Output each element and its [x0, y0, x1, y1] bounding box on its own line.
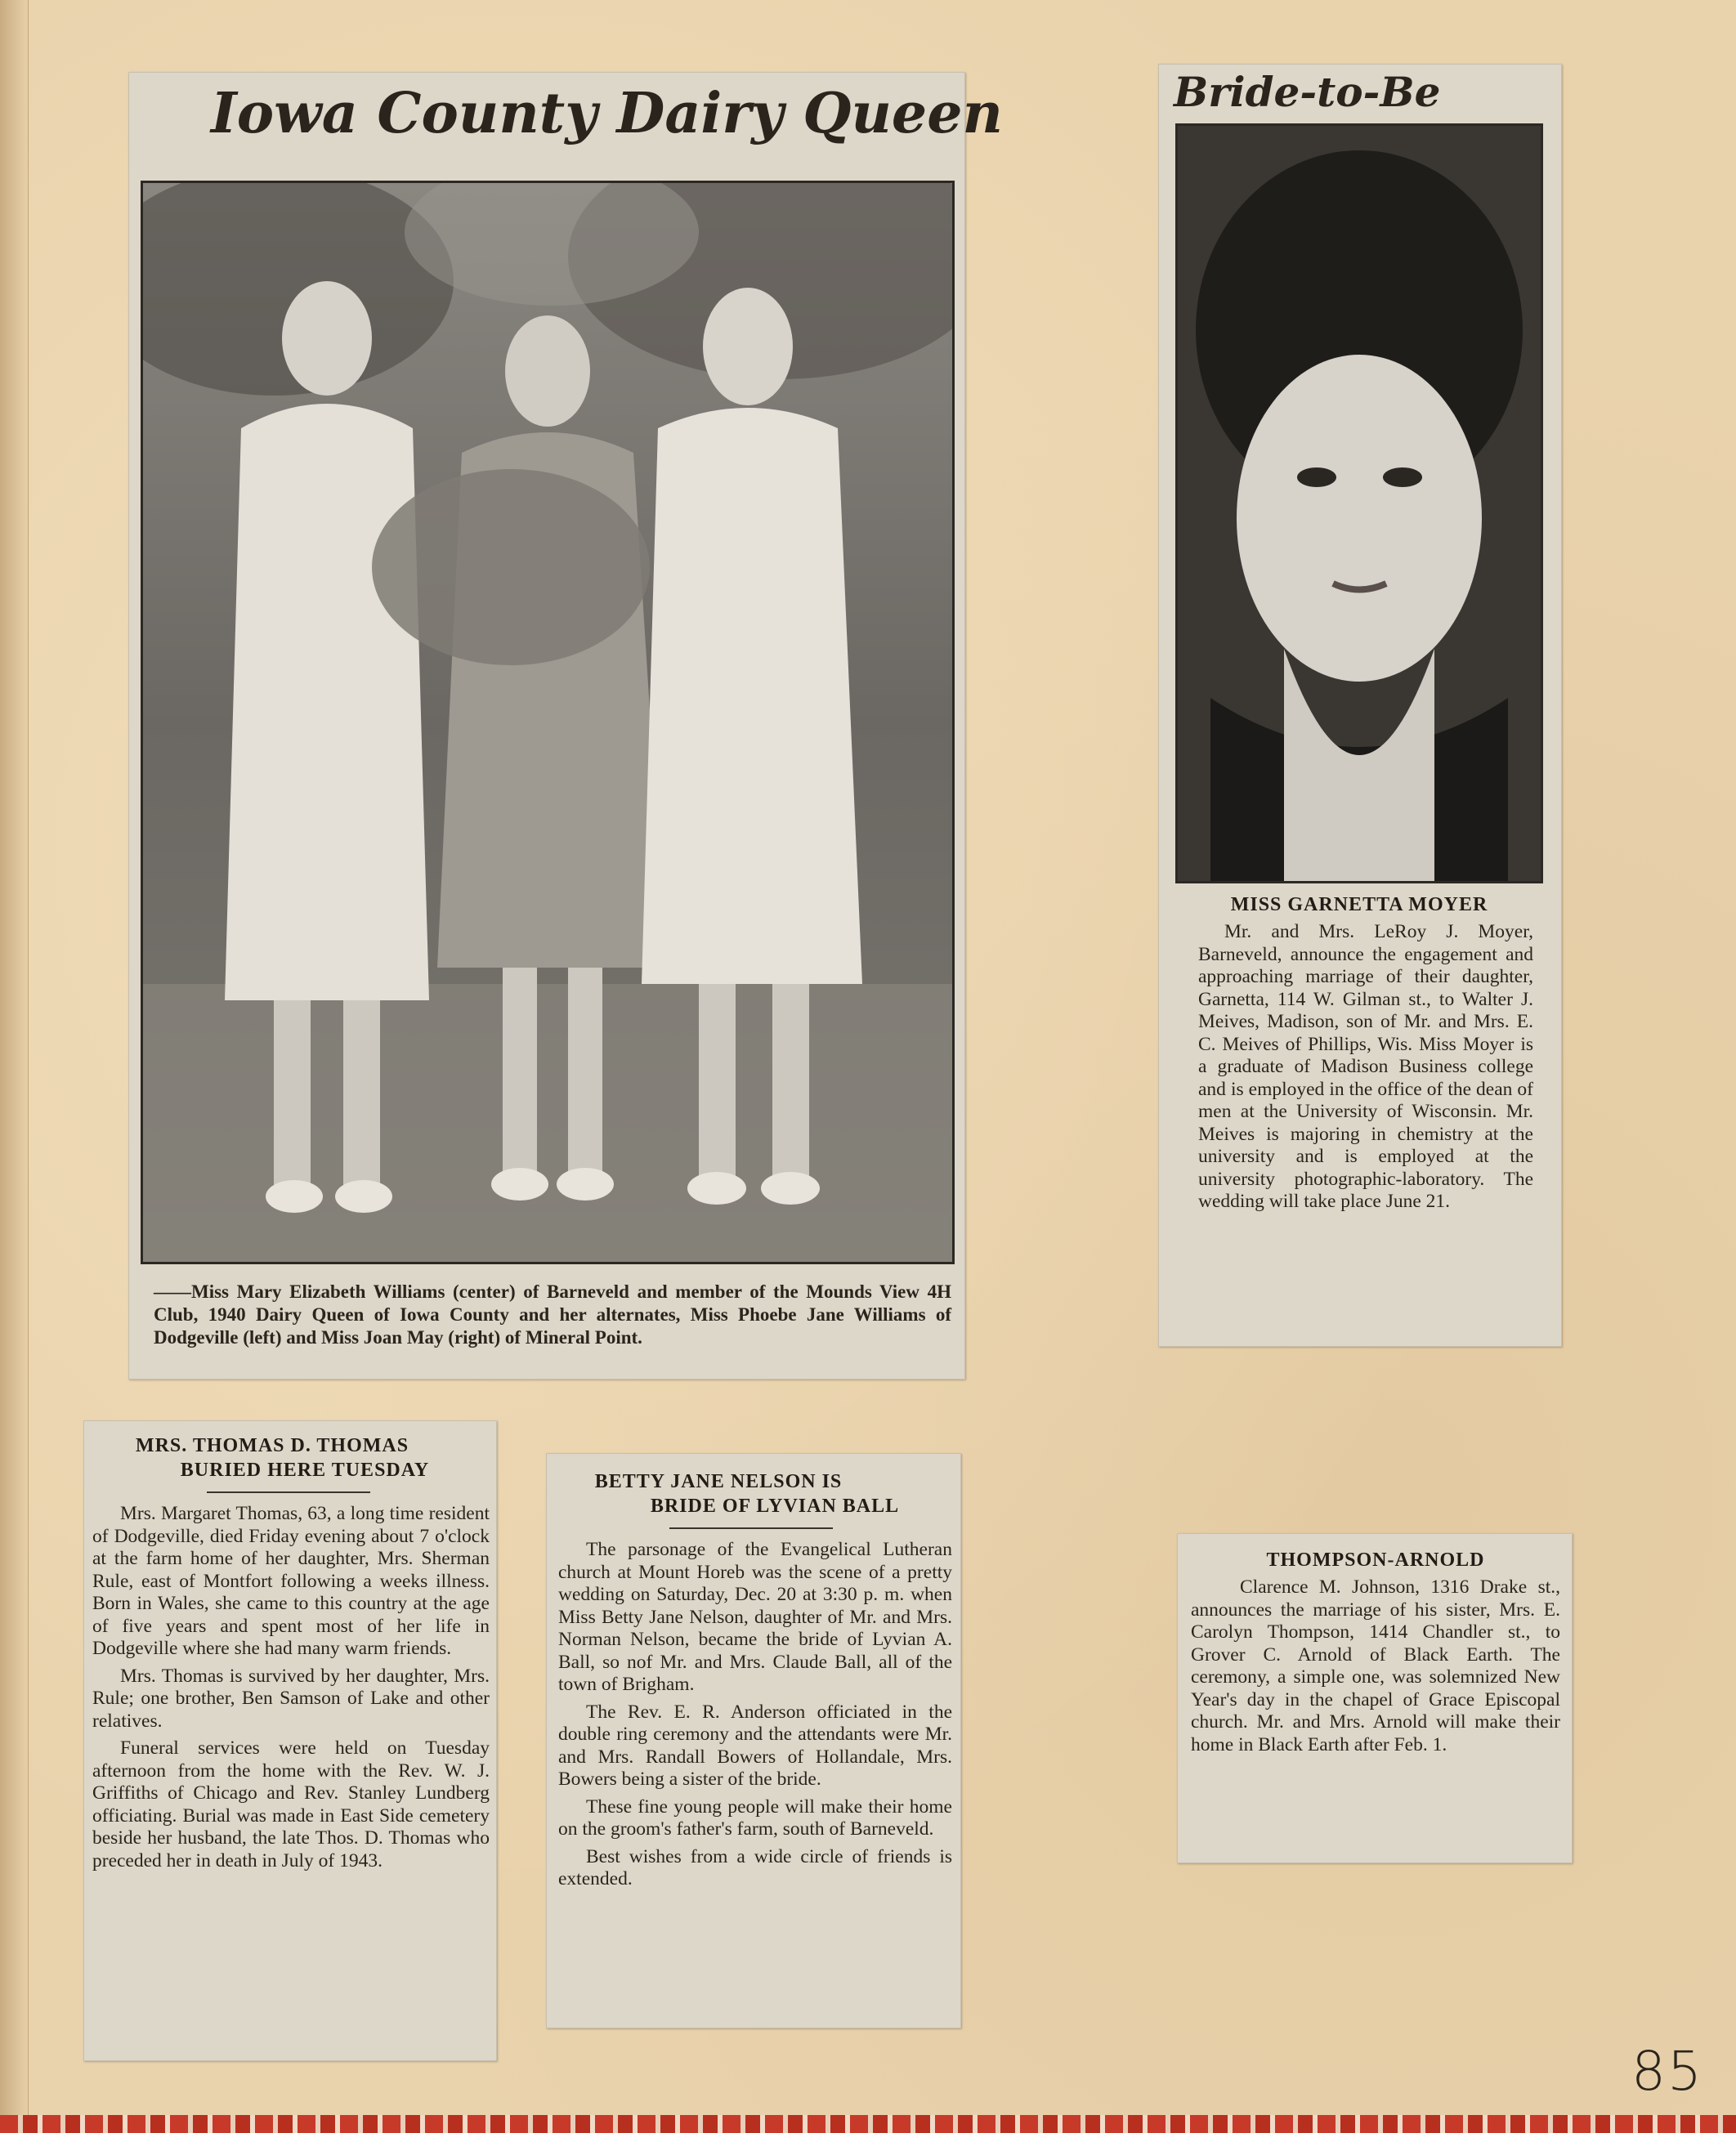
garnetta-moyer-text: Mr. and Mrs. LeRoy J. Moyer, Barneveld, announce the engagement and approaching marriage of their daughter, Garnetta, 114 W. Gilman st., to Walter J. Meives, Madison, son of Mr. and Mrs. E. C. Meives of Phillips, Wis. Miss Moyer is a graduate of Madison Business college and is employed in the office of the dean of men at the University of Wisconsin. Mr. Meives is majoring in chemistry at the university and is employed at the university photographic-laboratory. The wedding will take place June 21. [1198, 921, 1533, 1212]
thomas-paragraph-1: Mrs. Margaret Thomas, 63, a long time resident of Dodgeville, died Friday evening about 7 o'clock at the farm home of her daughter, Mrs. Sherman Rule, east of Montfort following a weeks illness. Born in Wales, she came to this country at the age of five years and spent most of her life in Dodgeville where she had many warm friends. [92, 1503, 490, 1659]
thompson-arnold-clipping [1177, 1533, 1573, 1863]
nelson-paragraph-2: The Rev. E. R. Anderson officiated in the double ring ceremony and the attendants were Mr. and Mrs. Randall Bowers of Hollandale, Mrs. Bowers being a sister of the bride. [558, 1701, 952, 1790]
thomas-paragraph-3: Funeral services were held on Tuesday afternoon from the home with the Rev. W. J. Griffiths of Chicago and Rev. Stanley Lundberg officiating. Burial was made in East Side cemetery beside her husband, the late Thos. D. Thomas who preceded her in death in July of 1943. [92, 1737, 490, 1871]
album-binding [0, 0, 29, 2133]
dairy-queen-clipping [128, 72, 1003, 1380]
dairy-queen-headline: Iowa County Dairy Queen [211, 81, 1003, 146]
nelson-headline-rule [669, 1527, 833, 1529]
nelson-paragraph-1: The parsonage of the Evangelical Lutheran church at Mount Horeb was the scene of a pretty wedding on Saturday, Dec. 20 at 3:30 p. m. when Miss Betty Jane Nelson, daughter of Mr. and Mrs. Norman Nelson, became the bride of Lyvian A. Ball, so nof Mr. and Mrs. Claude Ball, all of the town of Brigham. [558, 1539, 952, 1695]
bride-to-be-headline: Bride-to-Be [1174, 68, 1441, 116]
garnetta-moyer-portrait [1178, 126, 1541, 881]
nelson-paragraph-3: These fine young people will make their home on the groom's father's farm, south of Barneveld. [558, 1795, 952, 1840]
dairy-queen-caption: ——Miss Mary Elizabeth Williams (center) of Barneveld and member of the Mounds View 4H Club, 1940 Dairy Queen of Iowa County and her alternates, Miss Phoebe Jane Williams of Dodgeville (left) and Miss Joan May (right) of Mineral Point. [154, 1281, 951, 1348]
nelson-headline-line1: BETTY JANE NELSON IS [594, 1471, 843, 1492]
thomas-headline-rule [207, 1491, 370, 1493]
thomas-obituary-clipping [83, 1420, 497, 2061]
thomas-headline-line2: BURIED HERE TUESDAY [180, 1460, 430, 1481]
bride-to-be-clipping [1158, 64, 1562, 1347]
thomas-article-text [92, 1503, 490, 1877]
fabric-edge [0, 2115, 1736, 2133]
nelson-headline-line2: BRIDE OF LYVIAN BALL [650, 1496, 900, 1517]
thompson-arnold-text: Clarence M. Johnson, 1316 Drake st., announces the marriage of his sister, Mrs. E. Carolyn Thompson, 1414 Chandler st., to Grover C. Arnold of Black Earth. The ceremony, a simple one, was solemnized New Year's day in the chapel of Grace Episcopal church. Mr. and Mrs. Arnold will make their home in Black Earth after Feb. 1. [1191, 1576, 1560, 1755]
nelson-article-text [558, 1539, 952, 1896]
nelson-wedding-clipping [546, 1453, 961, 2028]
dairy-queen-photo [141, 181, 955, 1264]
garnetta-moyer-name: MISS GARNETTA MOYER [1230, 894, 1488, 915]
garnetta-moyer-photo [1175, 123, 1543, 883]
dairy-queen-photo-image [143, 183, 952, 1262]
thomas-paragraph-2: Mrs. Thomas is survived by her daughter, Mrs. Rule; one brother, Ben Samson of Lake and other relatives. [92, 1665, 490, 1732]
thompson-arnold-headline: THOMPSON-ARNOLD [1266, 1549, 1485, 1571]
page-number: 85 [1631, 2040, 1703, 2103]
nelson-paragraph-4: Best wishes from a wide circle of friends is extended. [558, 1845, 952, 1889]
thomas-headline-line1: MRS. THOMAS D. THOMAS [135, 1435, 409, 1456]
